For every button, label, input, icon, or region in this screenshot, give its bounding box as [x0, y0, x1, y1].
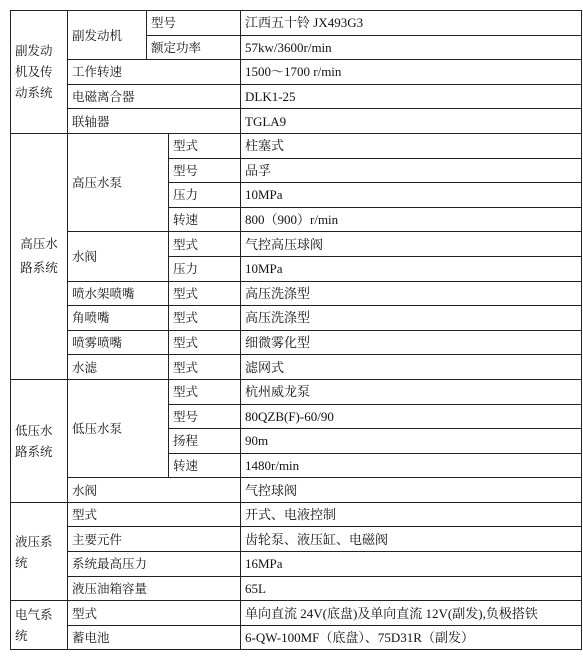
elec-type-label: 型式: [68, 601, 241, 626]
hyd-max-pressure-value: 16MPa: [241, 552, 582, 577]
hyd-type-label: 型式: [68, 502, 241, 527]
hyd-components-label: 主要元件: [68, 527, 241, 552]
hp-pump-model-value: 品孚: [241, 158, 582, 183]
group-engine: 副发动机及传动系统: [11, 11, 68, 134]
table-row: [11, 502, 582, 527]
water-filter-type-label: 型式: [169, 355, 241, 380]
lp-head-label: 扬程: [169, 429, 241, 454]
water-filter-type-value: 滤网式: [241, 355, 582, 380]
corner-nozzle-type-label: 型式: [169, 306, 241, 331]
group-high-pressure: 高压水路系统: [11, 133, 68, 379]
lp-pump-label: 低压水泵: [68, 379, 169, 477]
hp-valve-pressure-label: 压力: [169, 256, 241, 281]
spray-rack-label: 喷水架喷嘴: [68, 281, 169, 306]
table-row: [11, 527, 582, 552]
table-row: [11, 281, 582, 306]
hyd-tank-label: 液压油箱容量: [68, 576, 241, 601]
speed-value: 1500～1700 r/min: [241, 60, 582, 85]
lp-speed-label: 转速: [169, 453, 241, 478]
hp-pump-label: 高压水泵: [68, 133, 169, 231]
hp-valve-type-value: 气控高压球阀: [241, 232, 582, 257]
battery-value: 6-QW-100MF（底盘）、75D31R（副发）: [241, 625, 582, 650]
table-row: [11, 232, 582, 257]
hp-valve-label: 水阀: [68, 232, 169, 281]
table-row: [11, 11, 582, 36]
coupling-label: 联轴器: [68, 109, 241, 134]
mist-nozzle-type-value: 细微雾化型: [241, 330, 582, 355]
hyd-tank-value: 65L: [241, 576, 582, 601]
corner-nozzle-label: 角喷嘴: [68, 306, 169, 331]
lp-type-value: 杭州威龙泵: [241, 379, 582, 404]
power-value: 57kw/3600r/min: [241, 35, 582, 60]
table-row: [11, 60, 582, 85]
hp-pump-type-label: 型式: [169, 133, 241, 158]
table-row: [11, 133, 582, 158]
lp-speed-value: 1480r/min: [241, 453, 582, 478]
table-row: [11, 109, 582, 134]
mist-nozzle-type-label: 型式: [169, 330, 241, 355]
spray-rack-type-label: 型式: [169, 281, 241, 306]
group-hydraulic: 液压系统: [11, 502, 68, 600]
lp-model-value: 80QZB(F)-60/90: [241, 404, 582, 429]
aux-engine-label: 副发动机: [68, 11, 147, 60]
table-row: [11, 478, 582, 503]
table-row: [11, 355, 582, 380]
table-row: [11, 625, 582, 650]
elec-type-value: 单向直流 24V(底盘)及单向直流 12V(副发),负极搭铁: [241, 601, 582, 626]
table-row: [11, 306, 582, 331]
clutch-label: 电磁离合器: [68, 84, 241, 109]
lp-type-label: 型式: [169, 379, 241, 404]
hp-pump-pressure-value: 10MPa: [241, 183, 582, 208]
lp-valve-label: 水阀: [68, 478, 241, 503]
lp-model-label: 型号: [169, 404, 241, 429]
table-row: [11, 84, 582, 109]
battery-label: 蓄电池: [68, 625, 241, 650]
spray-rack-type-value: 高压洗涤型: [241, 281, 582, 306]
water-filter-label: 水滤: [68, 355, 169, 380]
hp-pump-type-value: 柱塞式: [241, 133, 582, 158]
hp-pump-speed-value: 800（900）r/min: [241, 207, 582, 232]
hyd-components-value: 齿轮泵、液压缸、电磁阀: [241, 527, 582, 552]
lp-head-value: 90m: [241, 429, 582, 454]
lp-valve-value: 气控球阀: [241, 478, 582, 503]
corner-nozzle-type-value: 高压洗涤型: [241, 306, 582, 331]
power-label: 额定功率: [147, 35, 241, 60]
hp-pump-pressure-label: 压力: [169, 183, 241, 208]
hp-valve-type-label: 型式: [169, 232, 241, 257]
coupling-value: TGLA9: [241, 109, 582, 134]
hp-pump-model-label: 型号: [169, 158, 241, 183]
group-low-pressure: 低压水路系统: [11, 379, 68, 502]
table-row: [11, 379, 582, 404]
table-row: [11, 552, 582, 577]
spec-table: [10, 10, 582, 650]
model-label: 型号: [147, 11, 241, 36]
model-value: 江西五十铃 JX493G3: [241, 11, 582, 36]
clutch-value: DLK1-25: [241, 84, 582, 109]
table-row: [11, 576, 582, 601]
table-row: [11, 330, 582, 355]
hp-pump-speed-label: 转速: [169, 207, 241, 232]
hyd-max-pressure-label: 系统最高压力: [68, 552, 241, 577]
hyd-type-value: 开式、电液控制: [241, 502, 582, 527]
table-row: [11, 601, 582, 626]
group-electrical: 电气系统: [11, 601, 68, 650]
mist-nozzle-label: 喷雾喷嘴: [68, 330, 169, 355]
speed-label: 工作转速: [68, 60, 241, 85]
hp-valve-pressure-value: 10MPa: [241, 256, 582, 281]
